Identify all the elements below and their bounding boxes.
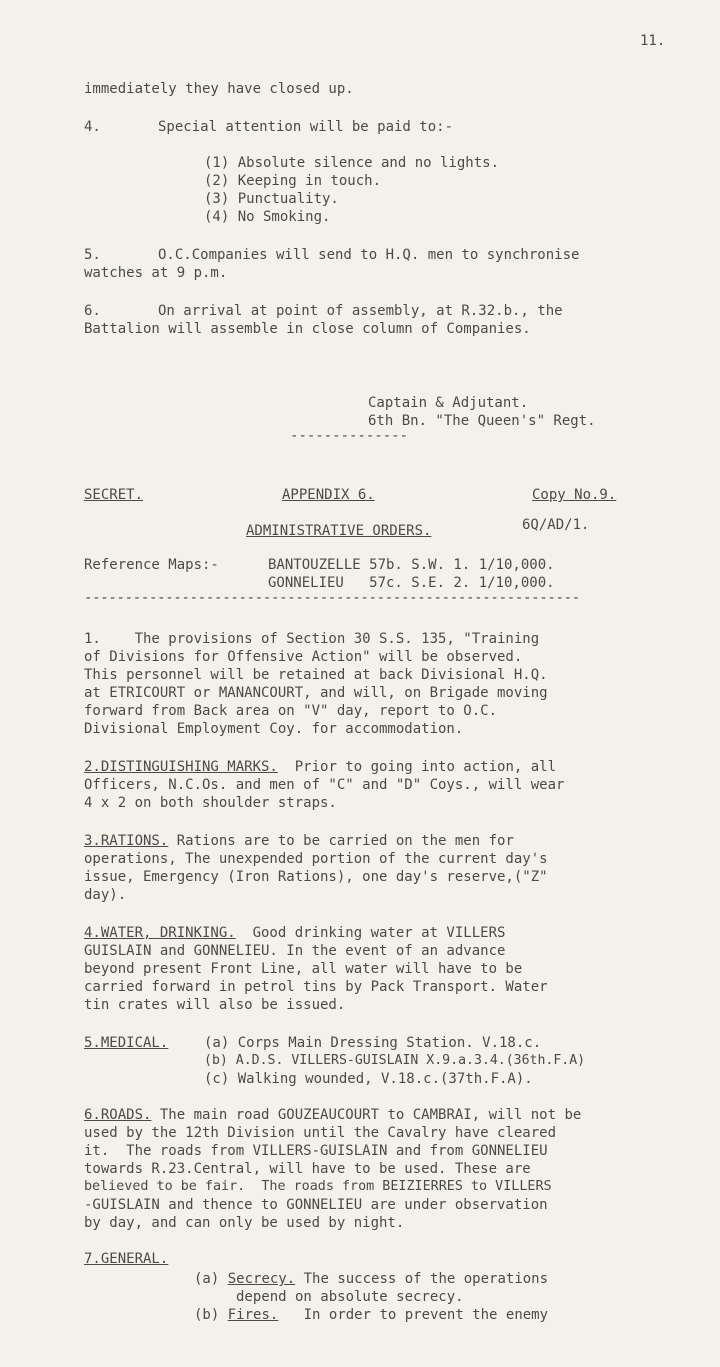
s4-line: carried forward in petrol tins by Pack Transport. Water — [84, 979, 548, 995]
maps-rule: ------------------------------------------------------------- — [84, 590, 580, 606]
s2-first-text: Prior to going into action, all — [277, 759, 557, 775]
s6-line: it. The roads from VILLERS-GUISLAIN and from GONNELIEU — [84, 1143, 548, 1159]
signature-rule: -------------- — [290, 428, 409, 444]
s1-line: 1. The provisions of Section 30 S.S. 135, "Training — [84, 631, 540, 647]
s4-heading: 4.WATER, DRINKING. — [84, 925, 236, 941]
p4-item: (3) Punctuality. — [204, 191, 339, 207]
p5-line: O.C.Companies will send to H.Q. men to synchronise — [158, 247, 580, 263]
p5-number: 5. — [84, 247, 101, 263]
s7-heading: 7.GENERAL. — [84, 1251, 169, 1267]
orders-reference: 6Q/AD/1. — [522, 517, 590, 533]
s2-line: Officers, N.C.Os. and men of "C" and "D" Coys., will wear — [84, 777, 565, 793]
s3-heading: 3.RATIONS. — [84, 833, 169, 849]
s1-line: Divisional Employment Coy. for accommodation. — [84, 721, 464, 737]
s1-line: of Divisions for Offensive Action" will be observed. — [84, 649, 523, 665]
p5-line: watches at 9 p.m. — [84, 265, 228, 281]
s7-a-label: (a) — [194, 1271, 220, 1287]
s2-heading: 2.DISTINGUISHING MARKS. — [84, 759, 278, 775]
s3-line: issue, Emergency (Iron Rations), one day's reserve,("Z" — [84, 869, 548, 885]
s7-a-text: The success of the operations — [295, 1271, 549, 1287]
s6-line: used by the 12th Division until the Cavalry have cleared — [84, 1125, 557, 1141]
s1-line: forward from Back area on "V" day, report to O.C. — [84, 703, 498, 719]
p4-item: (4) No Smoking. — [204, 209, 331, 225]
s4-line: GUISLAIN and GONNELIEU. In the event of an advance — [84, 943, 506, 959]
appendix-title: APPENDIX 6. — [282, 487, 375, 503]
page-number: 11. — [640, 33, 666, 49]
s4-line: beyond present Front Line, all water will have to be — [84, 961, 523, 977]
s7-item-a — [194, 1270, 548, 1288]
secret-label: SECRET. — [84, 487, 144, 503]
p4-item: (1) Absolute silence and no lights. — [204, 155, 500, 171]
s5-heading: 5.MEDICAL. — [84, 1035, 169, 1051]
s6-heading: 6.ROADS. — [84, 1107, 152, 1123]
s6-first-text: The main road GOUZEAUCOURT to CAMBRAI, will not be — [151, 1107, 582, 1123]
p4-number: 4. — [84, 119, 101, 135]
s3-line: day). — [84, 887, 127, 903]
p6-number: 6. — [84, 303, 101, 319]
s1-line: at ETRICOURT or MANANCOURT, and will, on Brigade moving — [84, 685, 548, 701]
s4-line: tin crates will also be issued. — [84, 997, 346, 1013]
s4-first-line — [84, 924, 505, 942]
s6-line: by day, and can only be used by night. — [84, 1215, 405, 1231]
s6-line: believed to be fair. The roads from BEIZIERRES to VILLERS — [84, 1179, 552, 1194]
s7-b-text: In order to prevent the enemy — [278, 1307, 549, 1323]
s7-b-key: Fires. — [227, 1307, 279, 1323]
s5-item: (a) Corps Main Dressing Station. V.18.c. — [204, 1035, 542, 1051]
s6-line: -GUISLAIN and thence to GONNELIEU are under observation — [84, 1197, 548, 1213]
signature-title: Captain & Adjutant. — [368, 395, 529, 411]
s7-b-label: (b) — [194, 1307, 220, 1323]
s3-line: operations, The unexpended portion of the current day's — [84, 851, 548, 867]
s5-item: (c) Walking wounded, V.18.c.(37th.F.A). — [204, 1071, 533, 1087]
orders-title: ADMINISTRATIVE ORDERS. — [246, 523, 432, 539]
s2-first-line — [84, 758, 556, 776]
s2-line: 4 x 2 on both shoulder straps. — [84, 795, 337, 811]
map-line: BANTOUZELLE 57b. S.W. 1. 1/10,000. — [268, 557, 555, 573]
s6-line: towards R.23.Central, will have to be used. These are — [84, 1161, 531, 1177]
s3-first-text: Rations are to be carried on the men for — [168, 833, 514, 849]
s3-first-line — [84, 832, 514, 850]
map-line: GONNELIEU 57c. S.E. 2. 1/10,000. — [268, 575, 555, 591]
s7-item-b — [194, 1306, 548, 1324]
s4-first-text: Good drinking water at VILLERS — [235, 925, 506, 941]
s1-line: This personnel will be retained at back Divisional H.Q. — [84, 667, 548, 683]
signature-unit: 6th Bn. "The Queen's" Regt. — [368, 413, 596, 429]
intro-line: immediately they have closed up. — [84, 81, 354, 97]
s5-item: (b) A.D.S. VILLERS-GUISLAIN X.9.a.3.4.(36th.F.A) — [204, 1053, 586, 1068]
p6-line: On arrival at point of assembly, at R.32.b., the — [158, 303, 563, 319]
maps-label: Reference Maps:- — [84, 557, 219, 573]
s7-a-text2: depend on absolute secrecy. — [236, 1289, 464, 1305]
s6-first-line — [84, 1106, 581, 1124]
p6-line: Battalion will assemble in close column of Companies. — [84, 321, 531, 337]
p4-item: (2) Keeping in touch. — [204, 173, 382, 189]
s7-a-key: Secrecy. — [227, 1271, 296, 1287]
copy-number: Copy No.9. — [532, 487, 617, 503]
p4-text: Special attention will be paid to:- — [158, 119, 454, 135]
